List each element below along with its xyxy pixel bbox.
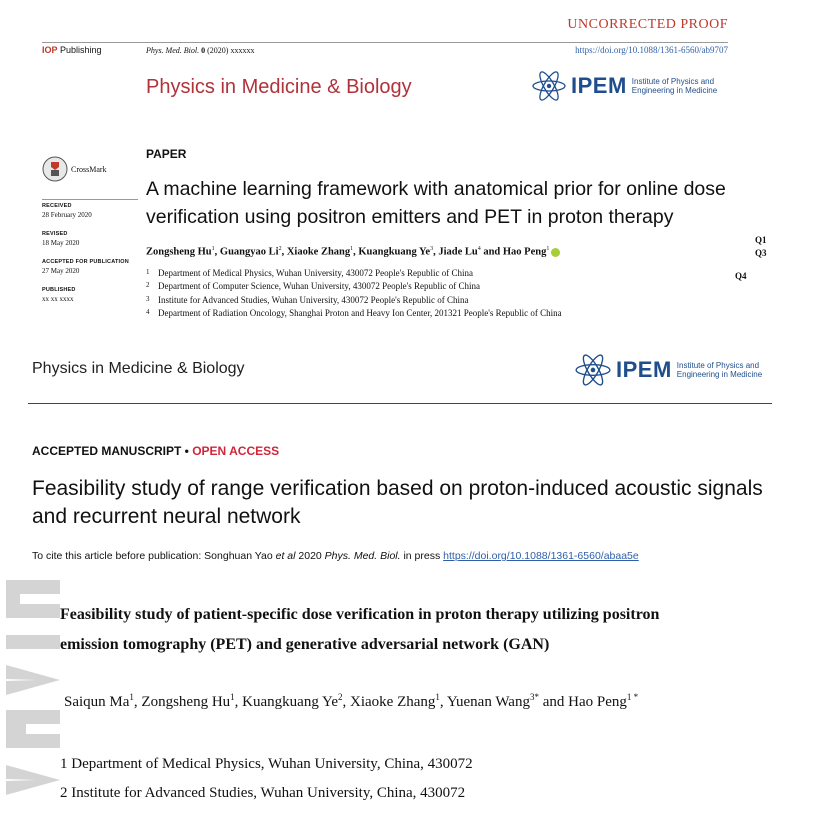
author: Xiaoke Zhang: [350, 694, 436, 710]
journal-title: Physics in Medicine & Biology: [146, 76, 412, 98]
query-marker[interactable]: Q1: [755, 235, 767, 245]
citation-line: To cite this article before publication: Songhuan Yao et al 2020 Phys. Med. Biol. in press https://doi.org/10.1088/1361-6560/abaa5e: [32, 550, 639, 562]
journal-citation: [146, 46, 254, 55]
crossmark-label: CrossMark: [71, 164, 107, 174]
section-divider: [28, 403, 772, 404]
author: Saiqun Ma: [64, 694, 130, 710]
iop-publishing-logo: [42, 45, 102, 55]
history-received: RECEIVED 28 February 2020: [42, 203, 92, 219]
ipem-logo-2: [574, 353, 762, 387]
ipem-line1: Institute of Physics and: [631, 77, 715, 86]
author: Jiade Lu: [438, 246, 478, 258]
iop-suffix: Publishing: [60, 45, 102, 55]
atom-icon: [574, 353, 612, 387]
history-published: PUBLISHED xx xx xxxx: [42, 287, 76, 303]
journal-volume: 0: [201, 46, 206, 55]
history-revised: REVISED 18 May 2020: [42, 231, 80, 247]
author: Zongsheng Hu: [141, 694, 231, 710]
journal-abbrev: Phys. Med. Biol.: [146, 46, 200, 55]
accepted-manuscript-label: ACCEPTED MANUSCRIPT • OPEN ACCESS: [32, 444, 280, 458]
affiliation: 4 Department of Radiation Oncology, Shanghai Proton and Heavy Ion Center, 201321 People's Republic of China: [146, 308, 562, 318]
author: Kuangkuang Ye: [242, 694, 339, 710]
ipem-wordmark: IPEM: [616, 357, 672, 382]
watermark: [0, 580, 68, 820]
author: Yuenan Wang: [446, 694, 530, 710]
affiliation: 1 Department of Medical Physics, Wuhan University, 430072 People's Republic of China: [146, 268, 473, 278]
iop-brand: IOP: [42, 45, 58, 55]
ipem-subtitle: Institute of Physics and Engineering in Medicine: [676, 361, 763, 379]
ipem-line2: Engineering in Medicine: [631, 86, 718, 95]
author: Guangyao Li: [219, 246, 279, 258]
ipem-wordmark: IPEM: [571, 73, 627, 98]
history-accepted: ACCEPTED FOR PUBLICATION 27 May 2020: [42, 259, 129, 275]
author: Xiaoke Zhang: [286, 246, 351, 258]
affiliation: 2 Department of Computer Science, Wuhan University, 430072 People's Republic of China: [146, 281, 480, 291]
preprint-author-list: Saiqun Ma$^1$, Zongsheng Hu$^1$, Kuangkuang Ye$^2$, Xiaoke Zhang$^1$, Yuenan Wang$^{3*}$ and Hao Peng$^{1 *}$: [64, 692, 639, 710]
doi-link[interactable]: https://doi.org/10.1088/1361-6560/ab9707: [575, 45, 728, 55]
crossmark-badge[interactable]: [42, 156, 107, 182]
journal-year: (2020) xxxxxx: [207, 46, 255, 55]
crossmark-icon: [42, 156, 68, 182]
journal-title-2: Physics in Medicine & Biology: [32, 360, 245, 377]
author: Zongsheng Hu: [146, 246, 212, 258]
article-type: PAPER: [146, 147, 187, 161]
preprint-affiliation: 1 Department of Medical Physics, Wuhan University, China, 430072: [60, 756, 473, 772]
uncorrected-proof-label: UNCORRECTED PROOF: [567, 17, 728, 32]
article-title: A machine learning framework with anatomical prior for online dose verification using positron emitters and PET in proton therapy: [146, 178, 726, 228]
query-marker[interactable]: Q4: [735, 271, 747, 281]
ipem-logo: [531, 70, 717, 102]
author-list: Zongsheng Hu$^1$, Guangyao Li$^2$, Xiaoke Zhang$^1$, Kuangkuang Ye$^3$, Jiade Lu$^4$ and Hao Peng$^1$: [146, 246, 560, 258]
affiliation: 3 Institute for Advanced Studies, Wuhan University, 430072 People's Republic of China: [146, 295, 469, 305]
citation-doi-link[interactable]: https://doi.org/10.1088/1361-6560/abaa5e: [443, 550, 639, 562]
author: Hao Peng: [568, 694, 627, 710]
open-access-label: OPEN ACCESS: [192, 444, 280, 458]
header-divider: [42, 42, 728, 43]
sidebar-divider: [42, 199, 138, 200]
author: Kuangkuang Ye: [358, 246, 431, 258]
orcid-icon[interactable]: [551, 248, 560, 257]
atom-icon: [531, 70, 567, 102]
query-marker[interactable]: Q3: [755, 248, 767, 258]
preprint-title: Feasibility study of patient-specific dose verification in proton therapy utilizing positron emission tomography (PET) and generative adversarial network (GAN): [60, 606, 660, 653]
author: Hao Peng: [502, 246, 547, 258]
manuscript-title: Feasibility study of range verification based on proton-induced acoustic signals and recurrent neural network: [32, 477, 763, 528]
preprint-affiliation: 2 Institute for Advanced Studies, Wuhan University, China, 430072: [60, 785, 466, 801]
ipem-subtitle: [632, 77, 717, 95]
